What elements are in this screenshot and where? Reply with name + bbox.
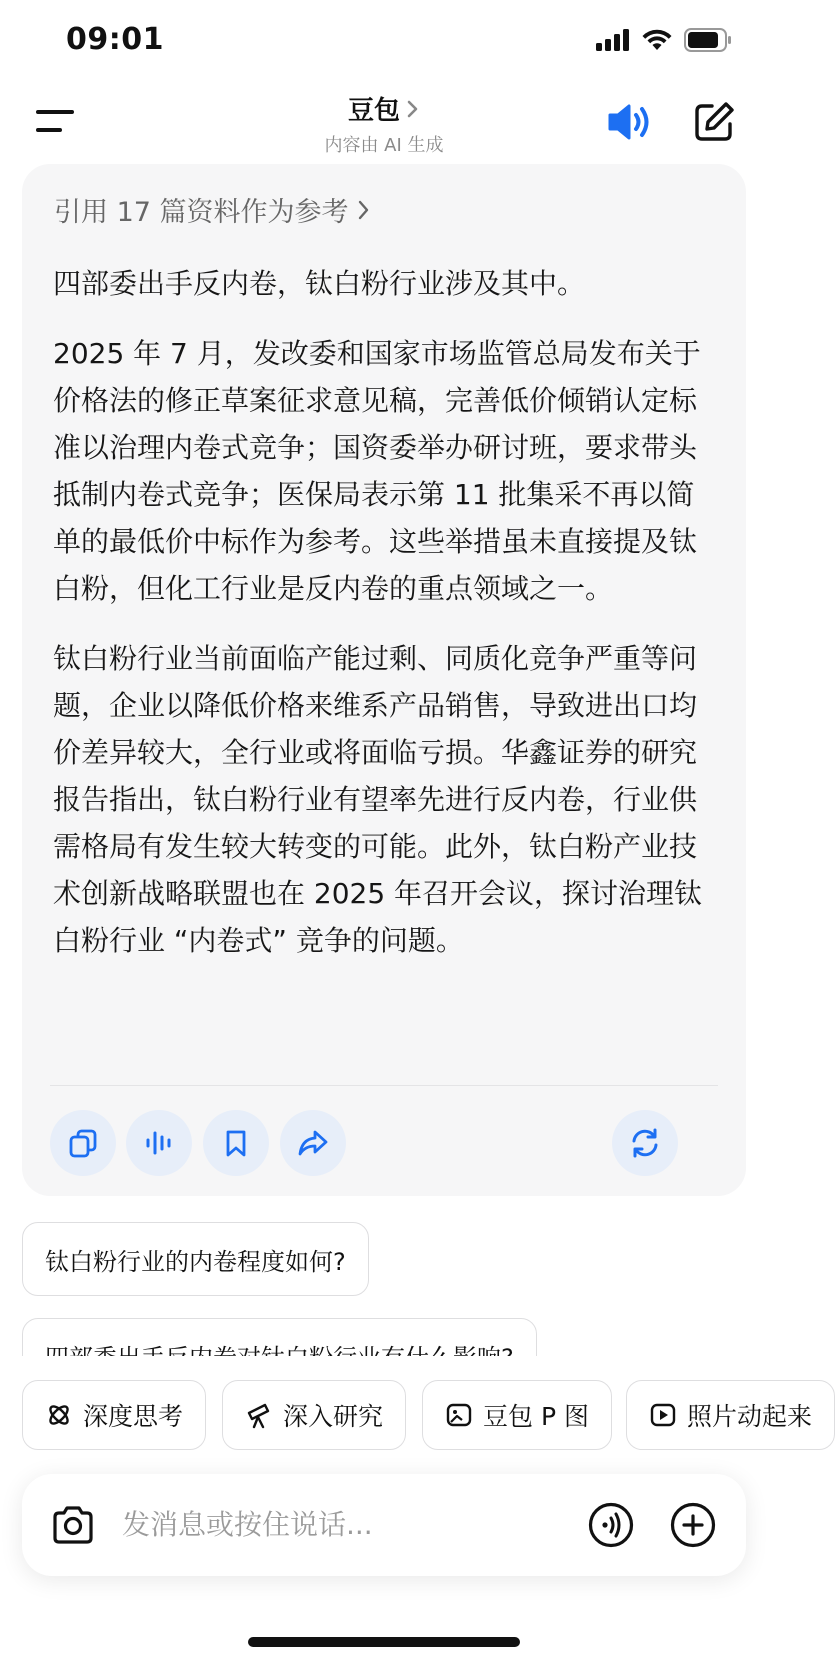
share-icon xyxy=(296,1127,330,1159)
play-icon xyxy=(649,1401,677,1429)
camera-icon xyxy=(50,1503,96,1547)
plus-circle-icon xyxy=(670,1502,716,1548)
feature-label: 照片动起来 xyxy=(687,1402,813,1431)
bookmark-icon xyxy=(220,1127,252,1159)
status-icons xyxy=(596,28,732,52)
share-button[interactable] xyxy=(280,1110,346,1176)
answer-text xyxy=(53,260,719,987)
read-aloud-button[interactable] xyxy=(126,1110,192,1176)
card-divider xyxy=(50,1085,718,1086)
battery-icon xyxy=(684,28,732,52)
voice-icon xyxy=(588,1502,634,1548)
bot-title: 豆包 xyxy=(347,96,400,126)
signal-icon xyxy=(596,29,630,51)
answer-paragraph: 钛白粉行业当前面临产能过剩、同质化竞争严重等问题，企业以降低价格来维系产品销售，导致进出口均价差异较大，全行业或将面临亏损。华鑫证券的研究报告指出，钛白粉行业有望率先进行反内卷，行业供需格局有发生较大转变的可能。此外，钛白粉产业技术创新战略联盟也在 2025 年召开会议，探讨治理钛白粉行业 “内卷式” 竞争的问题。 xyxy=(53,642,703,957)
references-link[interactable] xyxy=(54,190,371,229)
message-composer xyxy=(22,1474,746,1576)
message-input[interactable] xyxy=(122,1498,482,1550)
camera-button[interactable] xyxy=(50,1503,96,1547)
wifi-icon xyxy=(642,29,672,51)
feature-deep-research[interactable] xyxy=(222,1380,406,1450)
copy-icon xyxy=(67,1127,99,1159)
chat-header xyxy=(0,82,768,162)
status-bar xyxy=(0,0,768,82)
feature-label: 深度思考 xyxy=(83,1402,184,1431)
feature-label: 深入研究 xyxy=(283,1402,384,1431)
voice-input-button[interactable] xyxy=(588,1502,634,1548)
feature-label: 豆包 P 图 xyxy=(483,1402,589,1431)
regenerate-button[interactable] xyxy=(612,1110,678,1176)
answer-card xyxy=(22,164,746,1196)
feature-image-edit[interactable] xyxy=(422,1380,612,1450)
new-chat-button[interactable] xyxy=(692,100,736,144)
bookmark-button[interactable] xyxy=(203,1110,269,1176)
home-indicator[interactable] xyxy=(248,1637,520,1647)
more-button[interactable] xyxy=(670,1502,716,1548)
waveform-icon xyxy=(143,1127,175,1159)
status-time: 09:01 xyxy=(66,22,164,57)
feature-deep-thinking[interactable] xyxy=(22,1380,206,1450)
feature-bar xyxy=(0,1380,813,1452)
answer-paragraph: 四部委出手反内卷，钛白粉行业涉及其中。 xyxy=(53,267,586,300)
image-edit-icon xyxy=(445,1401,473,1429)
atom-icon xyxy=(45,1401,73,1429)
suggestion-chip[interactable]: 钛白粉行业的内卷程度如何? xyxy=(22,1222,369,1296)
speaker-icon xyxy=(606,100,654,144)
feature-animate-photo[interactable] xyxy=(626,1380,835,1450)
telescope-icon xyxy=(245,1401,273,1429)
copy-button[interactable] xyxy=(50,1110,116,1176)
refresh-icon xyxy=(628,1126,662,1160)
references-label: 引用 17 篇资料作为参考 xyxy=(54,197,349,228)
edit-icon xyxy=(692,100,736,144)
chevron-right-icon xyxy=(357,199,371,221)
ai-disclaimer: 内容由 AI 生成 xyxy=(324,135,444,156)
speaker-button[interactable] xyxy=(606,100,654,144)
answer-paragraph: 2025 年 7 月，发改委和国家市场监管总局发布关于价格法的修正草案征求意见稿，完善低价倾销认定标准以治理内卷式竞争；国资委举办研讨班，要求带头抵制内卷式竞争；医保局表示第 11 批集采不再以简单的最低价中标作为参考。这些举措虽未直接提及钛白粉，但化工行业是反内卷的重点领域之一。 xyxy=(53,337,701,605)
chevron-right-icon xyxy=(406,99,420,119)
